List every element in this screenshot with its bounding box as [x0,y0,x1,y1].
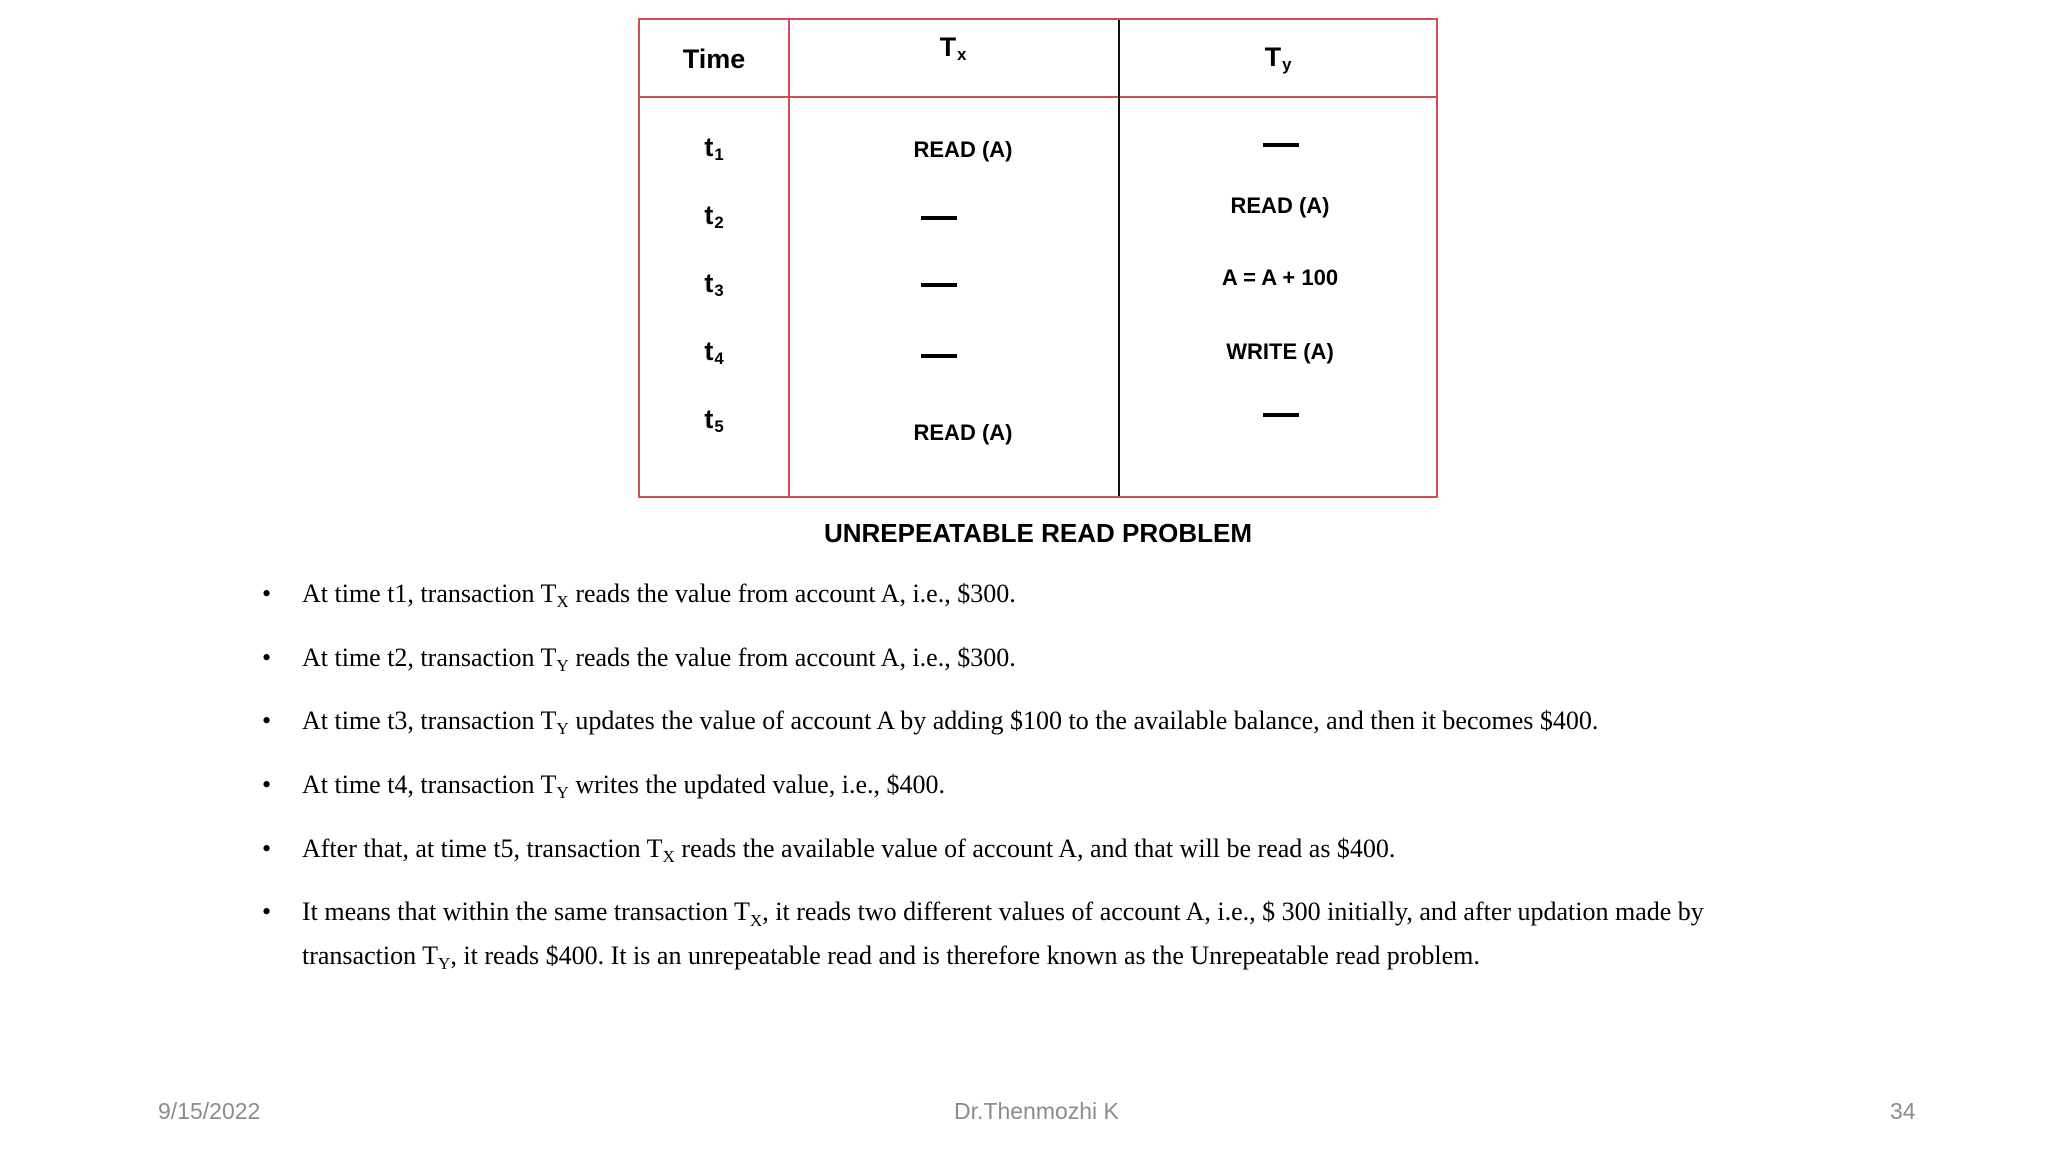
tx-idle-dash [921,283,957,287]
tx-operation: READ (A) [913,137,1013,162]
explanation-list [262,572,1752,998]
list-item: • At time t3, transaction $T_Y$ updates the value of account A by adding $100 to the available balance, and then it becomes $400. [262,699,1752,743]
time-cell: $t_3$ [704,268,724,301]
time-cell: $t_1$ [704,132,724,165]
transaction-table [638,18,1438,498]
list-item: • At time t2, transaction $T_Y$ reads the value from account A, i.e., $300. [262,636,1752,680]
footer-date: 9/15/2022 [158,1098,261,1124]
time-cell: $t_2$ [704,200,724,233]
tx-idle-dash [921,354,957,358]
list-item: • It means that within the same transaction $T_X$, it reads two different values of account A, i.e., $ 300 initially, and after updation made by transaction $T_Y$, it reads $400. It is an unrepeatable read and is therefore known as the Unrepeatable read problem. [262,890,1752,977]
ty-operation: READ (A) [1230,193,1330,218]
ty-operation: WRITE (A) [1226,339,1334,364]
tx-idle-dash [921,216,957,220]
slide-number: 34 [1890,1098,1916,1124]
header-divider [640,96,1436,98]
table-caption: UNREPEATABLE READ PROBLEM [823,518,1253,548]
header-time: Time [682,44,746,74]
ty-idle-dash [1263,143,1299,147]
time-cell: $t_4$ [704,336,724,369]
list-item: • After that, at time t5, transaction $T_X$ reads the available value of account A, and that will be read as $400. [262,827,1752,871]
ty-idle-dash [1263,413,1299,417]
footer-author: Dr.Thenmozhi K [954,1098,1119,1124]
list-item: • At time t1, transaction $T_X$ reads the value from account A, i.e., $300. [262,572,1752,616]
time-cell: $t_5$ [704,404,724,437]
header-ty: $T_y$ [1264,42,1292,75]
list-item: • At time t4, transaction $T_Y$ writes the updated value, i.e., $400. [262,763,1752,807]
ty-operation: A = A + 100 [1221,265,1339,290]
tx-operation: READ (A) [913,420,1013,445]
header-tx: $T_x$ [939,32,967,65]
